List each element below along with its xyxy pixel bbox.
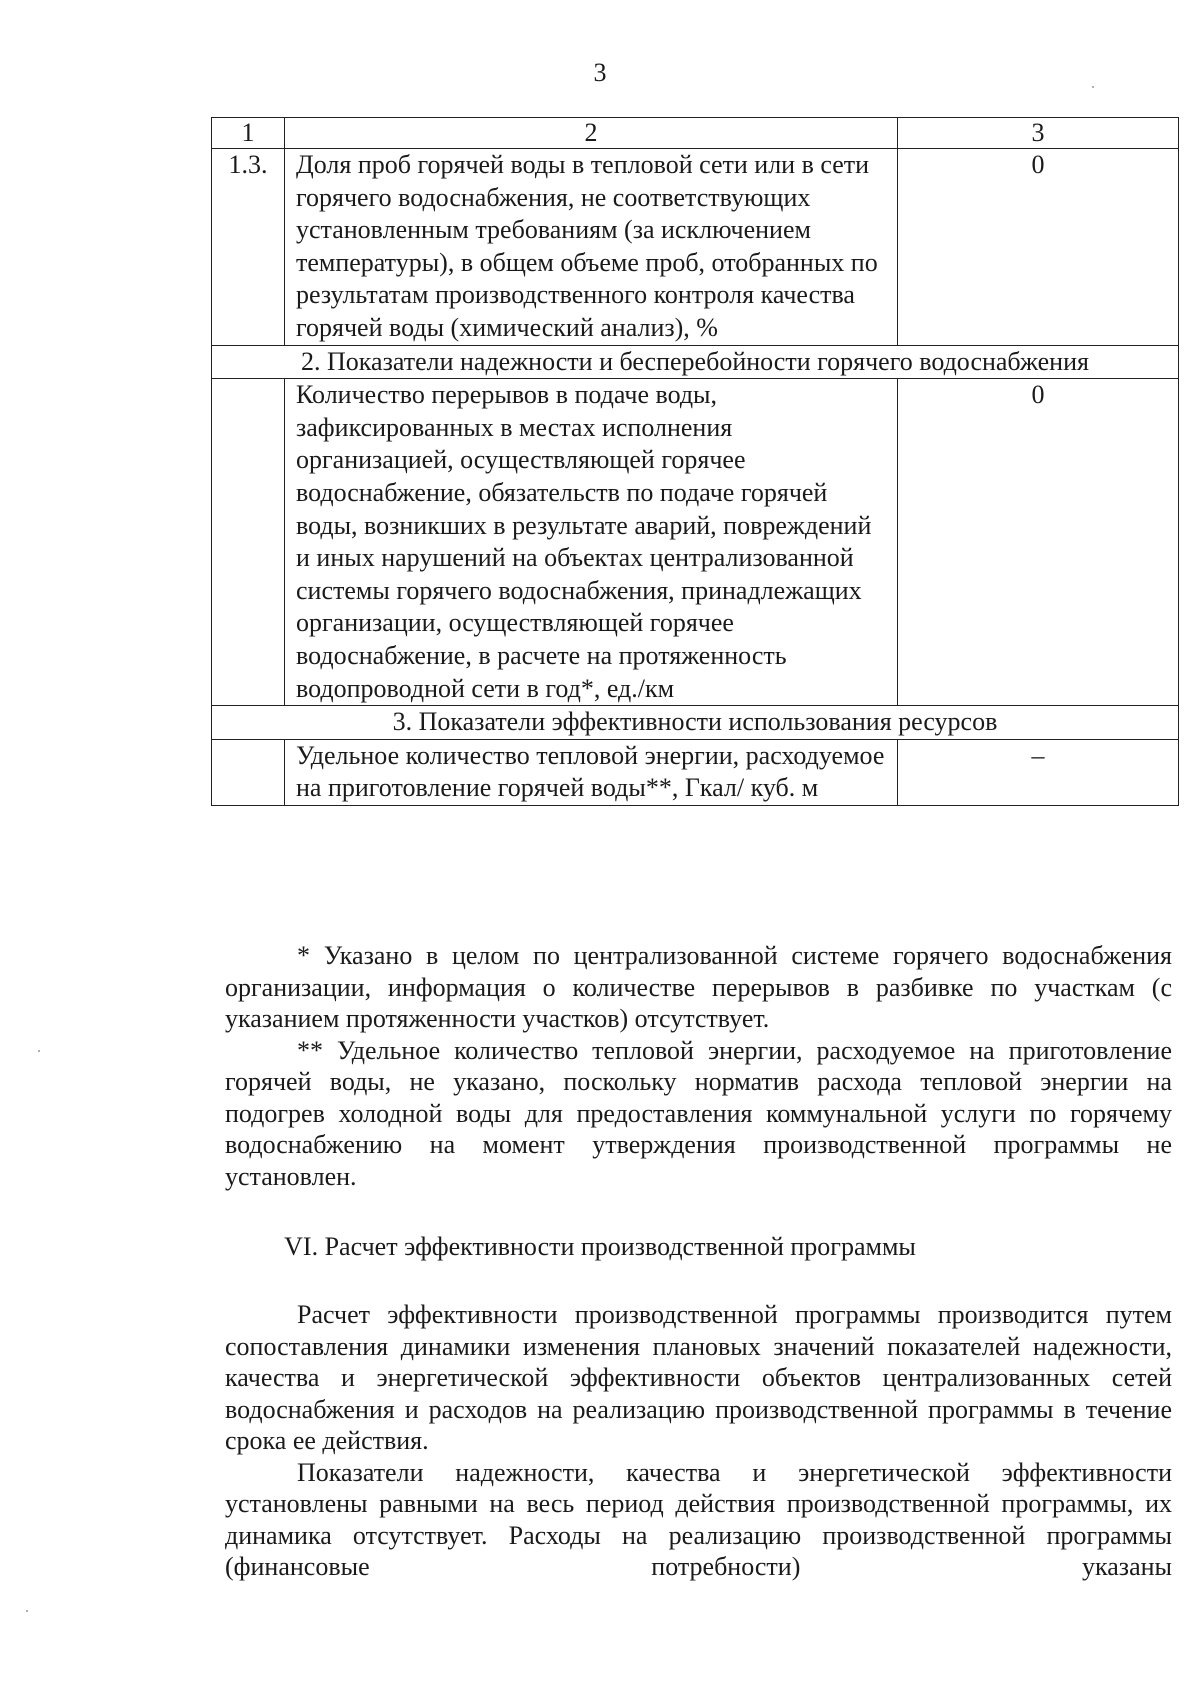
row-1-3-indicator: Доля проб горячей воды в тепловой сети или в сети горячего водоснабжения, не соответствующих установленным требованиям (за исключением температуры), в общем объеме проб, отобранных по результатам производственного контроля качества горячей воды (химический анализ), % — [285, 149, 898, 346]
section-vi-body — [225, 1299, 1172, 1583]
row-3-indicator: Удельное количество тепловой энергии, расходуемое на приготовление горячей воды**, Гкал/ куб. м — [285, 739, 898, 805]
scan-speck — [26, 1610, 28, 1612]
footnote-2: ** Удельное количество тепловой энергии, расходуемое на приготовление горячей воды, не указано, поскольку норматив расхода тепловой энергии на подогрев холодной воды для предоставления коммунальной услуги по горячему водоснабжению на момент утверждения производственной программы не установлен. — [225, 1035, 1172, 1191]
scan-speck — [1092, 86, 1094, 88]
indicators-table — [211, 117, 1179, 806]
section-2-title: 2. Показатели надежности и бесперебойности горячего водоснабжения — [212, 345, 1179, 379]
header-cell-3: 3 — [898, 118, 1179, 149]
table-section-3-row — [212, 706, 1179, 740]
page-number: 3 — [593, 58, 607, 87]
section-vi-heading: VI. Расчет эффективности производственной программы — [284, 1232, 916, 1261]
row-2-indicator: Количество перерывов в подаче воды, зафиксированных в местах исполнения организацией, осуществляющей горячее водоснабжение, обязательств по подаче горячей воды, возникших в результате аварий, повреждений и иных нарушений на объектах централизованной системы горячего водоснабжения, принадлежащих организации, осуществляющей горячее водоснабжение, в расчете на протяженность водопроводной сети в год*, ед./км — [285, 379, 898, 706]
row-3-value: – — [898, 739, 1179, 805]
row-1-3-number: 1.3. — [212, 149, 285, 346]
table-row-1-3 — [212, 149, 1179, 346]
scan-speck — [38, 1050, 40, 1052]
table-row-3 — [212, 739, 1179, 805]
row-2-number — [212, 379, 285, 706]
footnote-1: * Указано в целом по централизованной системе горячего водоснабжения организации, информация о количестве перерывов в разбивке по участкам (с указанием протяженности участков) отсутствует. — [225, 941, 1172, 1033]
table-header-row — [212, 118, 1179, 149]
table-section-2-row — [212, 345, 1179, 379]
row-2-value: 0 — [898, 379, 1179, 706]
section-vi-paragraph-2: Показатели надежности, качества и энергетической эффективности установлены равными на весь период действия производственной программы, их динамика отсутствует. Расходы на реализацию производственной программы (финансовые потребности) указаны — [225, 1457, 1172, 1581]
section-3-title: 3. Показатели эффективности использования ресурсов — [212, 706, 1179, 740]
table-row-2 — [212, 379, 1179, 706]
header-cell-1: 1 — [212, 118, 285, 149]
footnotes — [225, 940, 1172, 1192]
row-1-3-value: 0 — [898, 149, 1179, 346]
section-vi-paragraph-1: Расчет эффективности производственной программы производится путем сопоставления динамики изменения плановых значений показателей надежности, качества и энергетической эффективности объектов централизованных сетей водоснабжения и расходов на реализацию производственной программы в течение срока ее действия. — [225, 1300, 1172, 1455]
header-cell-2: 2 — [285, 118, 898, 149]
row-3-number — [212, 739, 285, 805]
